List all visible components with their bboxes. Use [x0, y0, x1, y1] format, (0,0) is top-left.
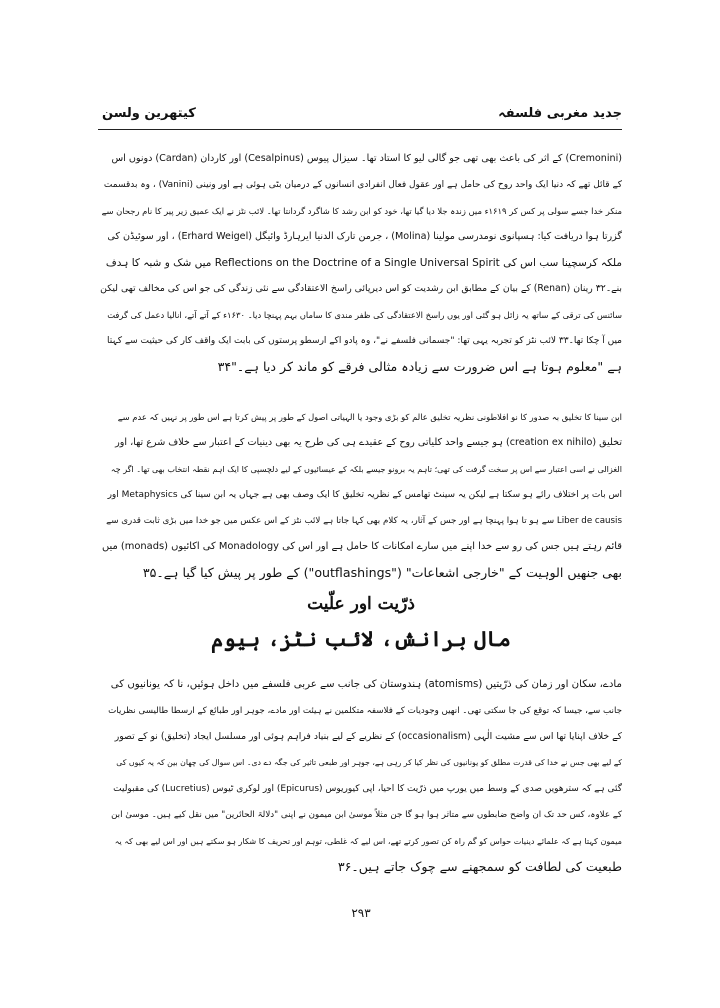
text-line: جانب سے، جیسا کہ توقع کی جا سکتی تھی۔ انھیں وجودیات کے فلاسفہ متکلمین نے ہیئت اور مادے، جوہر اور طبائع کے ارسطا طالیسی نظریات [108, 706, 622, 716]
text-line: کے لیے بھی جس نے خدا کی قدرت مطلق کو یونانیوں کی نظر کیا کر رہی ہے، جوہر اور طبعی تاثیر کی جگہ دے دی۔ اس سوال کی چھان بین کہ یہ کیوں کی [116, 758, 622, 767]
text-line: کے علاوہ، کس حد تک ان واضح ضابطوں سے متاثر ہوا ہو گا جن مثلاً موسیٰ ابن میمون نے اپنی "دلالۃ الحائرین" میں نقل کیے ہیں۔ موسیٰ ابن [111, 810, 622, 820]
text-line: (Cremonini) کے اثر کی باعث بھی تھی جو گالی لیو کا استاد تھا۔ سیزال پیوس (Cesalpinus) اور کاردان (Cardan) دونوں اس [111, 153, 622, 164]
text-line: طبعیت کی لطافت کو سمجھنے سے چوک جاتے ہیں۔۳۶ [337, 859, 622, 874]
paragraph-1 [100, 146, 622, 380]
text-line: قائم رہتے ہیں جس کی رو سے خدا اپنے میں سارے امکانات کا حامل ہے اور اس کی Monadology کی اکائیوں (monads) میں [101, 541, 622, 552]
text-line: بنے۔۳۲ رینان (Renan) کے بیان کے مطابق ابن رشدیت کو اس دیرپائی راسخ الاعتقادگی سے نئی زندگی کی جو اس کی مخالف تھی لیکن [100, 283, 622, 294]
text-line: ہے "معلوم ہوتا ہے اس ضرورت سے زیادہ مثالی فرقے کو ماند کر دیا ہے۔"۳۴ [217, 359, 622, 374]
text-line: کے خلاف اپنایا تھا اس سے مشیت الٰہی (occasionalism) کے نظریے کے لیے بنیاد فراہم ہوئی اور مسلسل ایجاد (تخلیق) نو کے تصور [114, 731, 622, 742]
text-line: کے قائل تھے کہ دنیا ایک واحد روح کی حامل ہے اور عقول فعال انفرادی انسانوں کے درمیان بٹی ہوئی ہے اور ونینی (Vanini) ، وہ بدقسمت [103, 180, 622, 190]
book-title: جدید مغربی فلسفہ [498, 106, 622, 121]
running-header [98, 106, 622, 130]
author-name: کیتھرین ولسن [102, 106, 196, 121]
text-line: میں آ چکا تھا۔۳۳ لائب نٹز کو تجربہ یہی تھا: "جسمانی فلسفے نے"، وہ پادو اکے ارسطو پرستوں کی بابت ایک واقف کار کی حیثیت سے کہتا [106, 336, 622, 346]
text-line: الغزالی نے اسی اعتبار سے اس پر سخت گرفت کی تھی؛ تاہم یہ برونو جیسے بلکہ کے عیسائیوں کے لیے دلچسپی کا ایک اہم نقطہ انتخاب بھی تھا۔ اگر چہ [110, 464, 622, 474]
page-number: ۲۹۳ [351, 906, 371, 920]
text-line: اس بات پر اختلاف رائے ہو سکتا ہے لیکن یہ سینٹ تھامس کے نظریہ تخلیق کا ایک وصف بھی ہے جہاں یہ ابن سینا کی Metaphysics اور [107, 490, 622, 500]
text-line: گئی ہے کہ سترھویں صدی کے وسط میں یورپ میں ذرّیت کا احیا، اپی کیوریوس (Epicurus) اور لوکری ٹیوس (Lucretius) کی مقبولیت [113, 784, 622, 794]
section-heading: ذرّیت اور علّیت [307, 594, 415, 614]
text-line: تخلیق (creation ex nihilo) ہو جیسے واحد کلیاتی روح کے عقیدے ہی کی طرح یہ بھی دینیات کے اعتبار سے خلاف شرع تھا، اور [115, 437, 622, 448]
text-line: ملکہ کرسچینا سب اس کی Reflections on the Doctrine of a Single Universal Spirit میں شک و شبہ کا ہدف [105, 257, 622, 269]
text-line: بھی جنھیں الوہیت کے "خارجی اشعاعات" ("outflashings") کے طور پر پیش کیا گیا ہے۔۳۵ [142, 565, 622, 580]
text-line: ابن سینا کا تخلیق بہ صدور کا نو افلاطونی نظریہ تخلیق عالم کو بڑی وجود یا الہیاتی اصول کے طور پر پیش کرتا ہے اس طور پر نہیں کہ عدم سے [117, 412, 622, 422]
text-line: Liber de causis سے ہو تا ہوا پہنچا ہے اور جس کے آثار، یہ کلام بھی کہا جاتا ہے لائب نٹز کے اس عکس میں جو خدا میں بڑی ثابت قدری سے [106, 516, 622, 526]
paragraph-2 [100, 404, 622, 586]
paragraph-3 [100, 672, 622, 880]
text-line: میمون کہتا ہے کہ علمائے دینیات حواس کو گم راہ کن تصور کرتے تھے، اس لیے کہ غلطی، توہم اور تحریف کا شکار ہو سکتے ہیں اور اس لیے بھی کہ یہ [114, 836, 622, 846]
text-line: منکر خدا جسے سولی پر کس کر ۱۶۱۹ء میں زندہ جلا دیا گیا تھا، خود کو ابن رشد کا شاگرد گردانتا تھا۔ لائب نٹز نے ایک عمیق زیر پیر کا نام رجحان سے [101, 206, 622, 216]
text-line: سائنس کی ترقی کے ساتھ یہ زائل ہو گئی اور یوں راسخ الاعتقادگی کی ظفر مندی کا ساماں بہم پہنچا دیا۔ ۱۶۳۰ء کے آتے آتے، انالیا دعمل کی گرفت [107, 310, 622, 320]
text-line: گزرتا ہوا دریافت کیا: ہسپانوی نومدرسی مولینا (Molina) ، جرمن تارک الدنیا ایرہارڈ وائیگل (Erhard Weigel) ، اور سوئیڈن کی [107, 231, 622, 242]
header-rule [98, 129, 622, 130]
text-line: مادے، سکان اور زمان کی ذرّیتیں (atomisms) ہندوستان کی جانب سے عربی فلسفے میں داخل ہوئیں، نا کہ یونانیوں کی [110, 679, 622, 690]
section-subheading: مال برانش، لائب نٹز، ہیوم [211, 626, 511, 651]
